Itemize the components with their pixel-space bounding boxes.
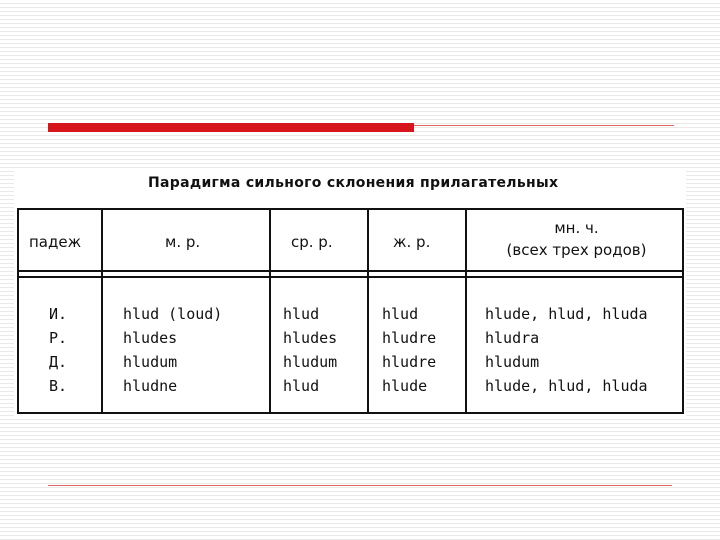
form-cell: hlude, hlud, hluda [485,305,648,323]
form-cell: hludum [123,353,178,371]
form-cell: hludre [382,353,437,371]
accent-line-bottom [48,485,672,486]
column-divider [269,210,271,412]
form-cell: hludra [485,329,540,347]
case-label: Д. [49,353,68,371]
header-plural-note: (всех трех родов) [506,241,647,259]
form-cell: hlud (loud) [123,305,223,323]
header-plural: мн. ч. [554,219,599,237]
form-cell: hludes [283,329,338,347]
header-case: падеж [29,233,82,251]
form-cell: hludum [485,353,540,371]
form-cell: hlud [382,305,419,323]
form-cell: hludum [283,353,338,371]
form-cell: hludne [123,377,178,395]
form-cell: hludre [382,329,437,347]
case-label: И. [49,305,68,323]
declension-table [17,208,684,414]
header-rule-2 [19,276,682,278]
form-cell: hludes [123,329,178,347]
plural-column [485,302,648,398]
column-divider [465,210,467,412]
header-feminine: ж. р. [393,233,431,251]
column-divider [101,210,103,412]
form-cell: hlude [382,377,428,395]
accent-line-top [414,125,674,126]
masculine-column [123,302,222,398]
header-neuter: ср. р. [291,233,333,251]
case-label: Р. [49,329,68,347]
table-title: Парадигма сильного склонения прилагательных [148,175,559,191]
form-cell: hlud [283,305,320,323]
column-divider [367,210,369,412]
title-accent-bar [48,123,414,132]
case-label: В. [49,377,68,395]
form-cell: hlud [283,377,320,395]
form-cell: hlude, hlud, hluda [485,377,648,395]
neuter-column [283,302,337,398]
case-column [49,302,67,398]
header-masculine: м. р. [165,233,201,251]
feminine-column [382,302,436,398]
header-rule-1 [19,270,682,272]
